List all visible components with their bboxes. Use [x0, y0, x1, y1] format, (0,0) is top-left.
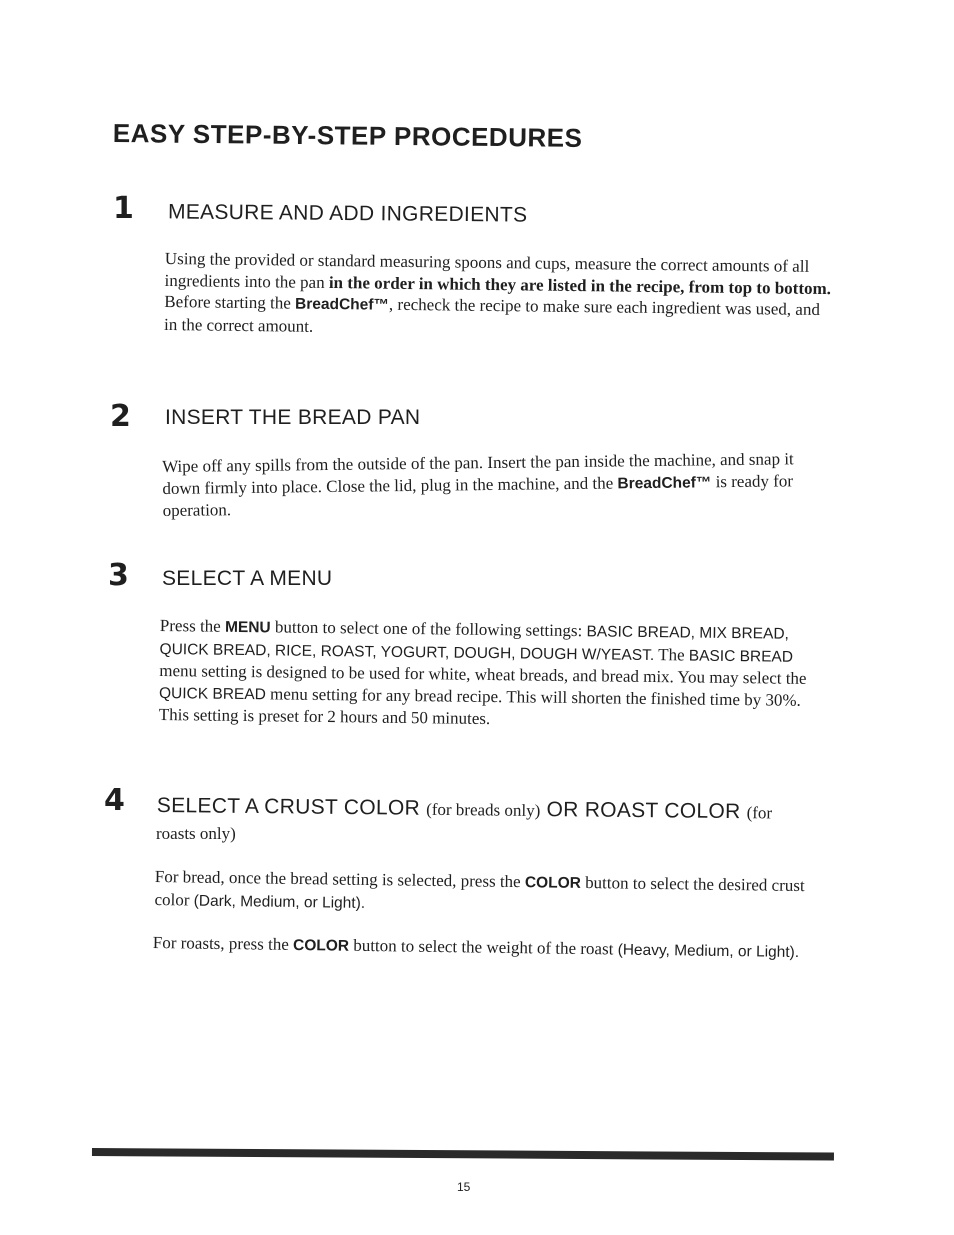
footer-rule — [92, 1148, 834, 1161]
step-body-bread: For bread, once the bread setting is selected, press the COLOR button to select the desired crust color (Dark, Medium, or Light). — [154, 866, 805, 912]
step-heading: SELECT A MENU — [162, 567, 333, 590]
step-body-roast: For roasts, press the COLOR button to select the weight of the roast (Heavy, Medium, or Light). — [152, 932, 800, 962]
brand-name: BreadChef™ — [294, 295, 390, 314]
color-button-label: COLOR — [292, 936, 350, 955]
settings-list: BASIC BREAD, MIX BREAD, QUICK BREAD, RICE, ROAST, YOGURT, DOUGH, DOUGH W/YEAST. — [159, 623, 790, 664]
step-number: 1 — [113, 191, 134, 226]
menu-button-label: MENU — [224, 618, 271, 637]
color-button-label: COLOR — [524, 874, 581, 892]
emphasis-text: in the order in which they are listed in the recipe, from top to bottom. — [328, 272, 832, 298]
page-title: EASY STEP-BY-STEP PROCEDURES — [112, 118, 583, 153]
step-heading: MEASURE AND ADD INGREDIENTS — [167, 200, 528, 227]
step-heading: INSERT THE BREAD PAN — [165, 406, 421, 429]
step-body: Press the MENU button to select one of the following settings: BASIC BREAD, MIX BREAD, QUICK BREAD, RICE, ROAST, YOGURT, DOUGH, DOUGH W/YEAST. The BASIC BREAD menu setting is designed to be used for white, wheat breads, and bread mix. You may select the QUICK BREAD menu setting for any bread recipe. This will shorten the finished time by 30%. This setting is preset for 2 hours and 50 minutes. — [158, 615, 807, 729]
step-number: 3 — [108, 558, 129, 593]
step-heading: SELECT A CRUST COLOR (for breads only) OR ROAST COLOR (for — [156, 794, 773, 824]
step-heading-continued: roasts only) — [156, 824, 236, 843]
step-number: 2 — [110, 399, 131, 434]
step-body: Wipe off any spills from the outside of the pan. Insert the pan inside the machine, and snap it down firmly into place. Close the lid, plug in the machine, and the BreadChef™ is ready for operation. — [162, 449, 794, 520]
brand-name: BreadChef™ — [617, 473, 712, 492]
step-number: 4 — [104, 783, 125, 818]
page-number: 15 — [457, 1180, 471, 1194]
step-body: Using the provided or standard measuring spoons and cups, measure the correct amounts of all ingredients into the pan in the order in which they are listed in the recipe, from top to bottom. Before starting the BreadChef™, recheck the recipe to make sure each ingredient was used, and in the correct amount. — [163, 248, 832, 336]
